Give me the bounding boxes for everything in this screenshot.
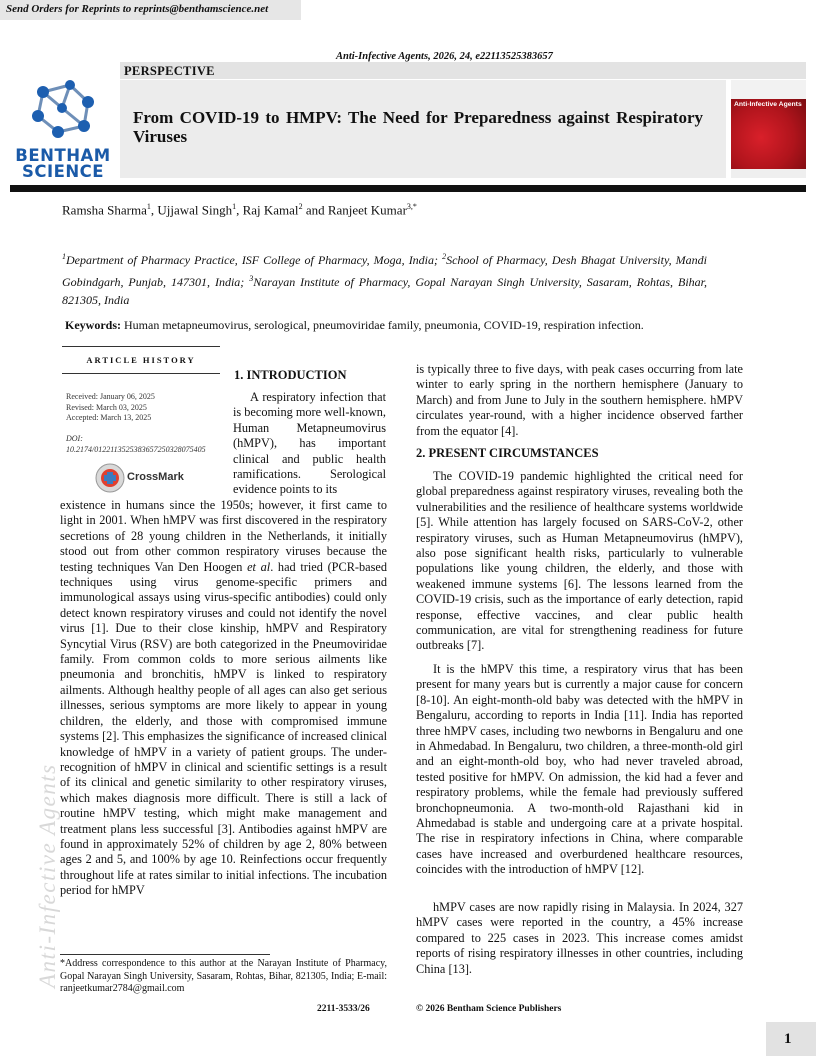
received-date: Received: January 06, 2025 xyxy=(66,392,155,401)
journal-reference: Anti-Infective Agents, 2026, 24, e22113525383657 xyxy=(336,51,553,62)
author-affiliation-mark: 1 xyxy=(232,202,237,211)
article-history-title: ARTICLE HISTORY xyxy=(86,355,196,365)
history-rule-top xyxy=(62,346,220,347)
page-number: 1 xyxy=(784,1031,792,1047)
reprints-notice: Send Orders for Reprints to reprints@benthamscience.net xyxy=(6,3,269,15)
history-rule-bottom xyxy=(62,373,220,374)
affiliations xyxy=(62,248,707,310)
correspondence-footnote: *Address correspondence to this author at the Narayan Institute of Pharmacy, Gopal Narayan Singh University, Sasaram, Rohtas, Bihar, 821305, India; E-mail: ranjeetkumar2784@gmail.com xyxy=(60,958,387,994)
crossmark-badge[interactable] xyxy=(94,462,184,494)
author-name: Ujjawal Singh xyxy=(157,202,233,218)
keywords xyxy=(65,318,765,333)
author-affiliation-mark: 3,* xyxy=(406,202,417,211)
circumstances-paragraph-2: It is the hMPV this time, a respiratory virus that has been present for many years but is currently a major cause for concern [8-10]. An eight-month-old baby was detected with the hMPV in Bengaluru, according to reports in India [11]. India has reported three hMPV cases, including two newborns in Bengaluru and one in Ahmedabad. In Bengaluru, two children, a three-month-old girl and an eight-month-old boy, who had never traveled abroad, tested positive for hMPV. On admission, the kid had a fever and respiratory problems, while the female had previously suffered bronchopneumonia. A two-month-old Rajasthani kid in Ahmedabad is stable and undergoing care at a private hospital. The rise in respiratory infections in China, where comparable cases have increased and overburdened healthcare resources, coincides with the introduction of hMPV [12]. xyxy=(416,662,743,877)
publisher-name xyxy=(13,148,113,180)
section-band xyxy=(120,62,806,79)
circumstances-paragraph-3: hMPV cases are now rapidly rising in Malaysia. In 2024, 327 hMPV cases were reported in the country, a 45% increase compared to 225 cases in 2023. This increase comes amidst reports of rising respiratory illnesses in other countries, including China [13]. xyxy=(416,900,743,976)
article-title: From COVID-19 to HMPV: The Need for Preparedness against Respiratory Viruses xyxy=(133,108,703,146)
copyright: © 2026 Bentham Science Publishers xyxy=(416,1004,562,1014)
cover-footer xyxy=(731,169,806,178)
journal-cover xyxy=(731,80,806,178)
issn: 2211-3533/26 xyxy=(317,1004,370,1014)
journal-watermark: Anti-Infective Agents xyxy=(35,763,60,988)
accepted-date: Accepted: March 13, 2025 xyxy=(66,413,152,422)
affiliation-mark: 2 xyxy=(442,252,447,261)
article-history-dates xyxy=(66,392,155,424)
affiliation-mark: 1 xyxy=(62,252,66,261)
circumstances-heading: 2. PRESENT CIRCUMSTANCES xyxy=(416,446,599,460)
publisher-name-line1: BENTHAM xyxy=(15,146,111,165)
intro-heading: 1. INTRODUCTION xyxy=(234,368,347,382)
crossmark-label: CrossMark xyxy=(127,471,184,483)
affiliation: Department of Pharmacy Practice, ISF College of Pharmacy, Moga, India; xyxy=(66,253,443,267)
keywords-label: Keywords: xyxy=(65,318,121,332)
doi-link[interactable]: 10.2174/0122113525383657250328075405 xyxy=(66,444,206,454)
intro-etal: et al xyxy=(247,559,271,574)
author-name: Ramsha Sharma xyxy=(62,202,147,218)
intro-text: . had tried (PCR-based techniques using virus genome-specific primers and immunological assays using virus-specific antibodies) could only detect known respiratory viruses and could not identify the novel virus [1]. Due to their close kinship, hMPV and Respiratory Syncytial Virus (RSV) are both categorized in the Pneumoviridae family. From common colds to more serious ailments like pneumonia and bronchitis, hMPV is linked to respiratory ailments. Although healthy people of all ages can also get serious illnesses, serious symptoms are more likely to appear in young children, the elderly, and those with compromised immune systems [2]. This emphasizes the significance of increased clinical knowledge of hMPV in a variety of patient groups. The under-recognition of hMPV in clinical and scientific settings is a result of its clinical and genetic similarity to other respiratory viruses, which makes diagnosis more difficult. There is still a lack of routine hMPV testing, which might make management and treatment plans less successful [3]. Antibodies against hMPV are found in approximately 52% of children by age 2, 80% between ages 2 and 5, and 100% by age 10. Reinfections occur frequently throughout life at rates similar to initial infections. The incubation period for hMPV xyxy=(60,559,387,898)
molecule-logo-icon xyxy=(10,80,120,150)
intro-paragraph-end: is typically three to five days, with peak cases occurring from late winter to early spring in the northern hemisphere (January to March) and from June to July in the southern hemisphere. hMPV circulates year-round, with a higher incidence observed farther from the equator [4]. xyxy=(416,362,743,438)
revised-date: Revised: March 03, 2025 xyxy=(66,402,147,412)
cover-title: Anti-Infective Agents xyxy=(734,101,802,108)
circumstances-paragraph-1: The COVID-19 pandemic highlighted the critical need for global preparedness against respiratory viruses, revealing both the vulnerabilities and the resilience of healthcare systems worldwide [5]. While attention has largely focused on SARS-CoV-2, other respiratory viruses, such as Human Metapneumovirus (hMPV), also pose significant health risks, particularly to vulnerable populations like young children, the elderly, and those with weakened immune systems [6]. The lessons learned from the COVID-19 crisis, such as the importance of early detection, rapid response, effective vaccines, and clear public health communication, are vital for strengthening readiness for future outbreaks [7]. xyxy=(416,469,743,653)
doi-label: DOI: xyxy=(66,434,83,443)
intro-paragraph-continued xyxy=(60,498,387,899)
author-affiliation-mark: 2 xyxy=(298,202,303,211)
doi-block xyxy=(66,434,206,455)
author-list xyxy=(62,202,417,218)
section-label: PERSPECTIVE xyxy=(124,64,215,78)
cover-header xyxy=(731,80,806,100)
affiliation: Narayan Institute of Pharmacy, Gopal Narayan Singh University, Sasaram, Rohtas, Bihar, 821305, India xyxy=(62,274,707,307)
author-separator: , xyxy=(236,202,243,218)
intro-text: existence in humans since the 1950s; however, it first came to light in 2001. When hMPV was first discovered in the respiratory secretions of 28 young children in the Netherlands, it initially stood out from other common respiratory viruses because the testing techniques Van Den Hoogen xyxy=(60,498,387,574)
author-separator: and xyxy=(302,202,328,218)
publisher-name-line2: SCIENCE xyxy=(21,162,105,181)
author-separator: , xyxy=(150,202,158,218)
cover-image xyxy=(731,99,806,169)
affiliation-mark: 3 xyxy=(249,273,254,283)
footnote-rule xyxy=(60,954,270,955)
keywords-list: Human metapneumovirus, serological, pneumoviridae family, pneumonia, COVID-19, respiration infection. xyxy=(124,318,644,332)
author-name: Raj Kamal xyxy=(242,202,299,218)
affiliation: School of Pharmacy, Desh Bhagat University, Mandi Gobindgarh, Punjab, 147301, India; xyxy=(62,253,707,289)
author-name: Ranjeet Kumar xyxy=(327,202,407,218)
author-affiliation-mark: 1 xyxy=(146,202,151,211)
intro-paragraph-1: A respiratory infection that is becoming more well-known, Human Metapneumovirus (hMPV), has important clinical and public health ramifications. Serological evidence points to its xyxy=(233,390,386,497)
header-rule xyxy=(10,185,806,192)
